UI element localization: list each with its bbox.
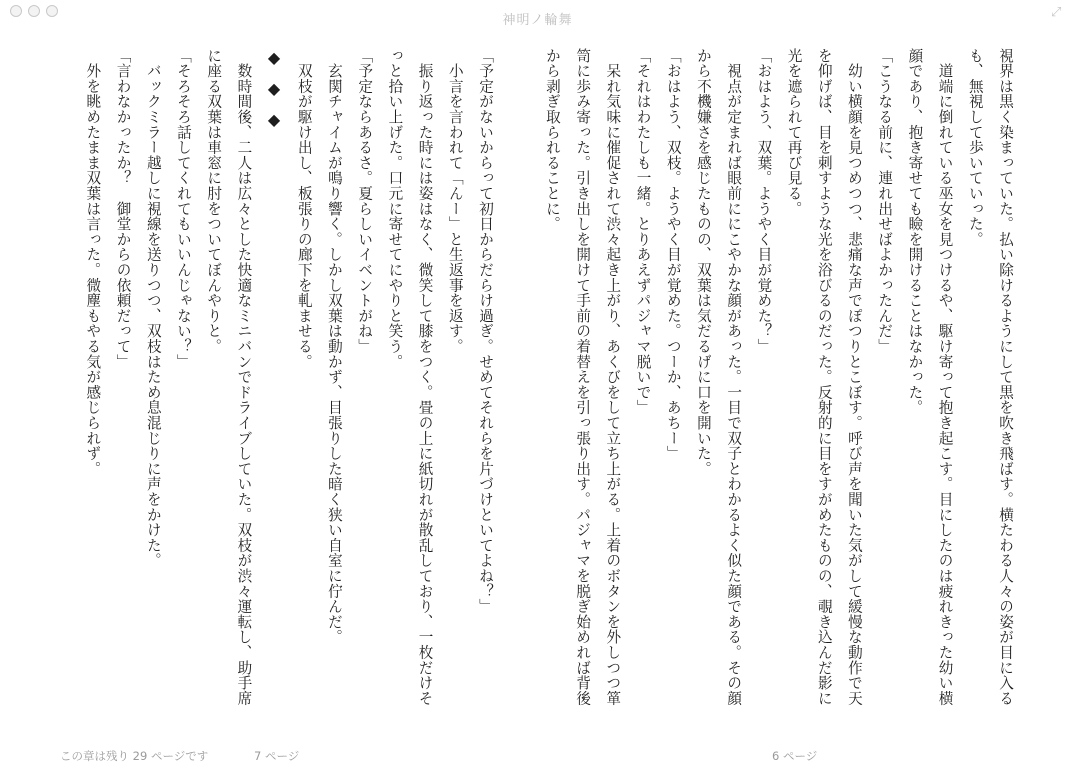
chapter-remaining-pages: この章は残り 29 ページです xyxy=(60,749,209,763)
paragraph: 「おはよう、双葉。ようやく目が覚めた？」 xyxy=(755,48,773,354)
paragraph: バックミラー越しに視線を送りつつ、双枝はため息混じりに声をかけた。 xyxy=(144,48,162,569)
paragraph: 「こうなる前に、連れ出せばよかったんだ」 xyxy=(876,48,894,354)
right-page xyxy=(543,48,1020,708)
paragraph: 数時間後、二人は広々とした快適なミニバンでドライブしていた。双枝が渋々運転し、助手席に座る双葉は車窓に肘をついてぼんやりと。 xyxy=(205,48,253,706)
paragraph: 双枝が駆け出し、板張りの廊下を軋ませる。 xyxy=(295,48,313,370)
paragraph: 道端に倒れている巫女を見つけるや、駆け寄って抱き起こす。目にしたのは疲れきった幼い横顔であり、抱き寄せても瞼を開けることはなかった。 xyxy=(906,48,954,706)
paragraph: 「それはわたしも一緒。とりあえずパジャマ脱いで」 xyxy=(634,48,652,416)
paragraph: 「予定がないからって初日からだらけ過ぎ。せめてそれらを片づけといてよね？」 xyxy=(477,48,494,615)
paragraph: 「言わなかったか？ 御堂からの依頼だって」 xyxy=(114,48,132,370)
paragraph: 「おはよう、双枝。ようやく目が覚めた。つーか、あちー」 xyxy=(664,48,682,462)
left-page xyxy=(60,48,500,708)
paragraph: 玄関チャイムが鳴り響く。しかし双葉は動かず、目張りした暗く狭い自室に佇んだ。 xyxy=(325,48,343,645)
paragraph: 視界は黒く染まっていた。払い除けるようにして黒を吹き飛ばす。横たわる人々の姿が目に入るも、無視して歩いていった。 xyxy=(966,48,1014,706)
paragraph: 「そろそろ話してくれてもいいんじゃない？」 xyxy=(174,48,192,370)
left-page-number: 7 ページ xyxy=(254,749,300,763)
fullscreen-icon[interactable]: ⤢ xyxy=(1051,5,1062,20)
paragraph: 振り返った時には姿はなく、微笑して膝をつく。畳の上に紙切れが散乱しており、一枚だけそっと拾い上げた。口元に寄せてにやりと笑う。 xyxy=(386,48,434,706)
scene-separator: ◆◆◆ xyxy=(264,48,284,141)
window-title: 神明ノ輪舞 xyxy=(502,13,573,28)
paragraph: 「予定ならあるさ。夏らしいイベントがね」 xyxy=(356,48,374,354)
paragraph: 外を眺めたまま双葉は言った。微塵もやる気が感じられず。 xyxy=(84,48,102,477)
paragraph: 呆れ気味に催促されて渋々起き上がり、あくびをして立ち上がる。上着のボタンを外しつつ箪笥に歩み寄った。引き出しを開けて手前の着替えを引っ張り出す。パジャマを脱ぎ始めれば背後から剥ぎ取られることに。 xyxy=(543,48,622,706)
title-bar xyxy=(0,0,1075,34)
paragraph: 視点が定まれば眼前ににこやかな顔があった。一目で双子とわかるよく似た顔である。その顔から不機嫌さを感じたものの、双葉は気だるげに口を開いた。 xyxy=(694,48,743,706)
paragraph: 幼い横顔を見つめつつ、悲痛な声でぽつりとこぼす。呼び声を聞いた気がして緩慢な動作で天を仰げば、目を刺すような光を浴びるのだった。反射的に目をすがめたものの、覗き込んだ影に光を遮られて再び見る。 xyxy=(785,48,863,706)
right-page-number: 6 ページ xyxy=(772,749,818,763)
paragraph: 小言を言われて「んー」と生返事を返す。 xyxy=(446,48,464,354)
